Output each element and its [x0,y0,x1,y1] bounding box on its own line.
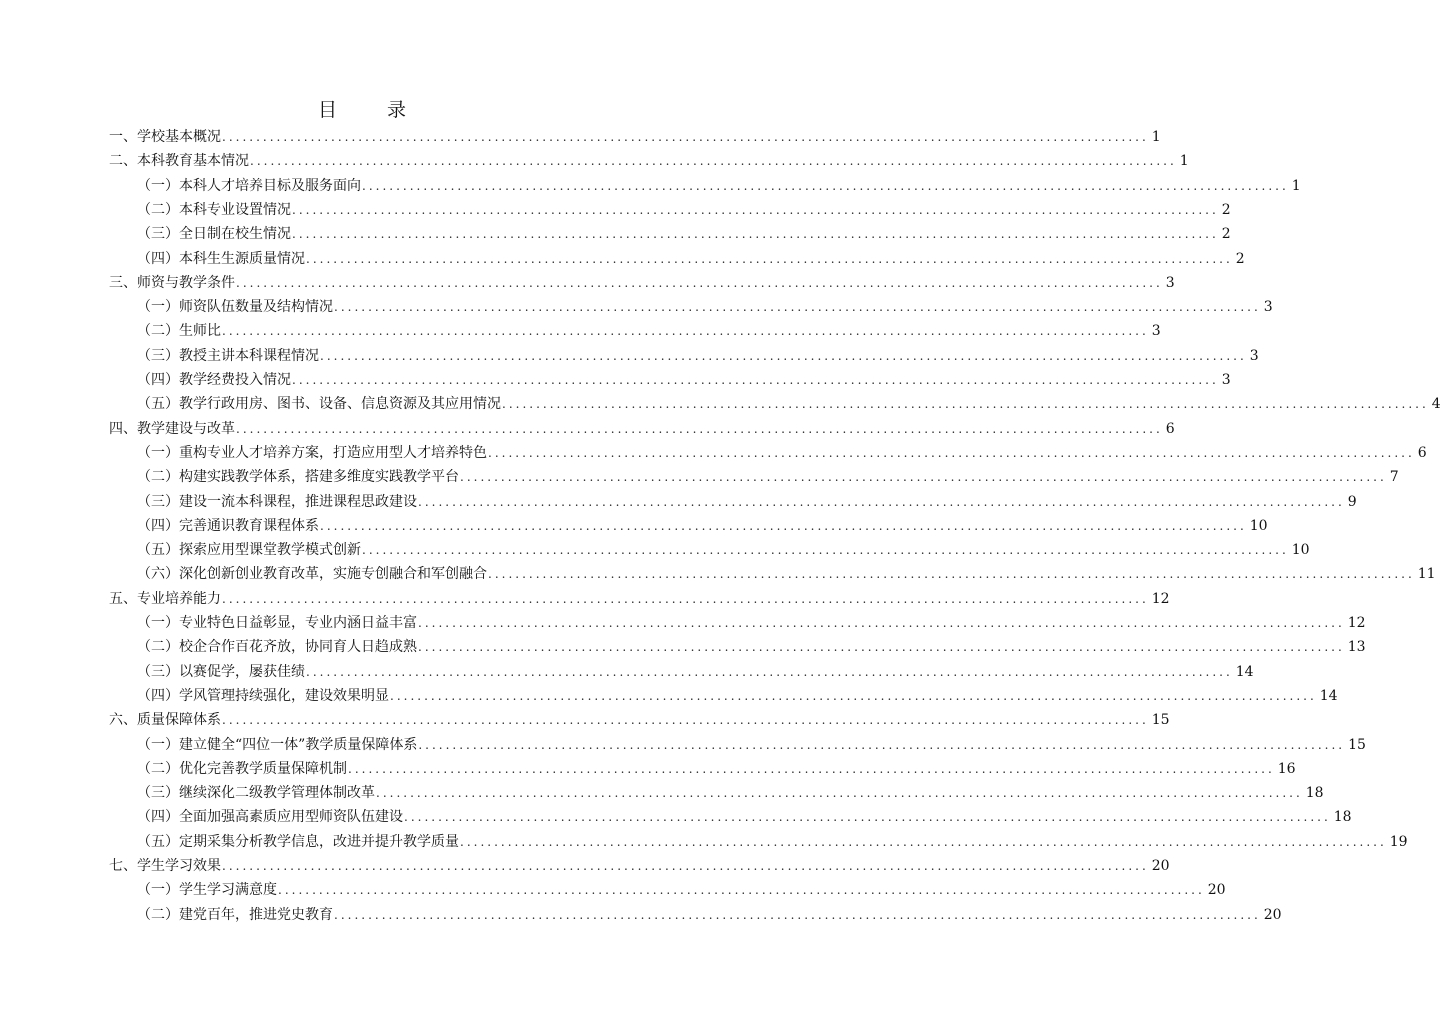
toc-entry-label: （一）师资队伍数量及结构情况 [137,299,333,316]
toc-dot-leader: ........................................................................................................................................ [488,567,1415,582]
toc-entry-label: 五、专业培养能力 [109,590,221,607]
toc-page-number: 1 [1151,129,1161,145]
toc-page-number: 10 [1291,542,1310,559]
toc-dot-leader: ........................................................................................................................................ [348,761,1275,776]
toc-dot-leader: ........................................................................................................................................ [390,688,1317,703]
toc-page-number: 12 [1347,615,1366,631]
toc-entry-label: （二）生师比 [137,323,221,340]
toc-page-number: 3 [1151,323,1161,340]
toc-dot-leader: ........................................................................................................................................ [334,907,1261,922]
toc-page-number: 18 [1305,785,1324,802]
toc-entry-label: （四）完善通识教育课程体系 [137,517,319,534]
toc-entry[interactable] [109,128,1161,146]
toc-page-number: 7 [1389,469,1399,486]
toc-dot-leader: ........................................................................................................................................ [418,616,1345,630]
toc-dot-leader: ........................................................................................................................................ [418,640,1345,655]
toc-dot-leader: ........................................................................................................................................ [418,494,1345,509]
toc-entry-label: 四、教学建设与改革 [109,420,235,437]
toc-entry-label: （五）定期采集分析教学信息，改进并提升教学质量 [137,833,459,850]
toc-entry-label: （四）本科生生源质量情况 [137,250,305,267]
toc-entry[interactable] [137,371,1231,389]
toc-dot-leader: ........................................................................................................................................ [292,373,1219,387]
toc-page-number: 1 [1179,153,1189,170]
toc-dot-leader: ........................................................................................................................................ [292,227,1219,242]
toc-entry[interactable] [137,687,1338,705]
toc-dot-leader: ........................................................................................................................................ [418,737,1346,752]
toc-page-number: 19 [1389,833,1408,850]
toc-entry[interactable] [137,517,1268,535]
toc-entry-label: （二）优化完善教学质量保障机制 [137,760,347,777]
toc-entry[interactable] [109,420,1175,438]
toc-page-number: 14 [1235,663,1254,680]
toc-dot-leader: ........................................................................................................................................ [376,786,1303,801]
toc-entry-label: （二）构建实践教学体系，搭建多维度实践教学平台 [137,469,459,486]
toc-dot-leader: ........................................................................................................................................ [222,324,1149,339]
toc-dot-leader: ........................................................................................................................................ [460,834,1387,849]
toc-page-number: 1 [1291,177,1301,194]
toc-entry-label: 二、本科教育基本情况 [109,153,249,170]
toc-entry[interactable] [109,274,1175,292]
toc-entry-label: （三）建设一流本科课程，推进课程思政建设 [137,493,417,510]
toc-dot-leader: ........................................................................................................................................ [236,275,1163,290]
toc-entry-label: （四）教学经费投入情况 [137,372,291,388]
toc-page-number: 20 [1207,882,1226,899]
toc-entry-label: （二）校企合作百花齐放，协同育人日趋成熟 [137,639,417,656]
toc-entry[interactable] [137,201,1231,219]
toc-entry-label: （一）重构专业人才培养方案，打造应用型人才培养特色 [137,444,487,461]
toc-dot-leader: ........................................................................................................................................ [222,859,1149,873]
toc-entry[interactable] [137,298,1273,316]
toc-dot-leader: ........................................................................................................................................ [362,178,1289,193]
toc-page-number: 20 [1151,858,1170,874]
toc-page-number: 3 [1221,372,1231,388]
toc-entry-label: 七、学生学习效果 [109,858,221,874]
toc-entry-label: （五）教学行政用房、图书、设备、信息资源及其应用情况 [137,396,501,413]
toc-entry[interactable] [137,177,1301,195]
toc-dot-leader: ........................................................................................................................................ [222,130,1149,144]
toc-dot-leader: ........................................................................................................................................ [404,810,1331,825]
toc-entry[interactable] [109,590,1170,608]
toc-entry-label: （一）建立健全“四位一体”教学质量保障体系 [137,736,418,753]
toc-entry-label: （一）专业特色日益彰显，专业内涵日益丰富 [137,615,417,631]
toc-page-number: 2 [1221,201,1231,218]
toc-dot-leader: ........................................................................................................................................ [278,883,1205,898]
toc-page-number: 15 [1151,712,1170,729]
toc-entry[interactable] [137,808,1352,826]
toc-entry[interactable] [109,152,1189,170]
toc-entry-label: （三）全日制在校生情况 [137,226,291,243]
toc-entry[interactable] [137,250,1245,268]
toc-page-number: 14 [1319,687,1338,704]
toc-entry-label: （一）本科人才培养目标及服务面向 [137,177,361,194]
toc-entry[interactable] [137,663,1254,681]
toc-entry-label: （二）建党百年，推进党史教育 [137,906,333,923]
toc-entry[interactable] [137,225,1231,243]
toc-entry[interactable] [137,736,1366,754]
toc-entry[interactable] [109,711,1170,729]
toc-dot-leader: ........................................................................................................................................ [222,591,1149,606]
toc-dot-leader: ........................................................................................................................................ [334,300,1261,315]
toc-page-number: 2 [1221,226,1231,243]
toc-entry[interactable] [137,784,1324,802]
toc-entry-label: 三、师资与教学条件 [109,274,235,291]
toc-dot-leader: ........................................................................................................................................ [306,664,1233,679]
toc-dot-leader: ........................................................................................................................................ [320,518,1247,533]
toc-dot-leader: ........................................................................................................................................ [460,470,1387,485]
toc-dot-leader: ........................................................................................................................................ [292,202,1219,217]
toc-entry[interactable] [137,493,1357,511]
toc-dot-leader: ........................................................................................................................................ [250,154,1177,169]
toc-dot-leader: ........................................................................................................................................ [320,348,1247,363]
toc-entry[interactable] [109,857,1170,875]
toc-dot-leader: ........................................................................................................................................ [222,713,1149,728]
toc-entry[interactable] [137,322,1161,340]
toc-entry[interactable] [137,833,1408,851]
toc-dot-leader: ........................................................................................................................................ [502,397,1429,412]
toc-entry[interactable] [137,347,1259,365]
toc-entry[interactable] [137,638,1366,656]
toc-entry[interactable] [137,468,1399,486]
toc-entry-label: 六、质量保障体系 [109,712,221,729]
toc-page-number: 3 [1249,347,1259,364]
toc-entry-label: （二）本科专业设置情况 [137,201,291,218]
toc-entry-label: （六）深化创新创业教育改革，实施专创融合和军创融合 [137,566,487,583]
toc-entry-label: （一）学生学习满意度 [137,882,277,899]
toc-page-number: 6 [1417,444,1427,461]
toc-page-number: 15 [1348,736,1366,753]
toc-entry-label: （五）探索应用型课堂教学模式创新 [137,542,361,559]
toc-page-number: 18 [1333,809,1352,826]
toc-page-number: 16 [1277,760,1296,777]
toc-dot-leader: ........................................................................................................................................ [488,445,1415,460]
toc-page-number: 4 [1431,396,1441,413]
toc-entry[interactable] [137,444,1427,462]
toc-entry[interactable] [137,881,1226,899]
toc-entry-label: （四）全面加强高素质应用型师资队伍建设 [137,809,403,826]
toc-page-number: 10 [1249,517,1268,534]
toc-entry[interactable] [137,541,1310,559]
toc-page-number: 12 [1151,590,1170,607]
toc-entry-label: 一、学校基本概况 [109,129,221,145]
toc-entry-label: （三）以赛促学，屡获佳绩 [137,663,305,680]
toc-page-number: 20 [1263,906,1282,923]
toc-entry-label: （三）教授主讲本科课程情况 [137,347,319,364]
toc-page-number: 2 [1235,250,1245,267]
toc-dot-leader: ........................................................................................................................................ [306,251,1233,266]
toc-page-number: 9 [1347,493,1357,510]
toc-entry-label: （四）学风管理持续强化，建设效果明显 [137,687,389,704]
toc-entry[interactable] [137,614,1366,632]
toc-page-number: 13 [1347,639,1366,656]
toc-entry[interactable] [137,760,1296,778]
toc-page-number: 3 [1165,274,1175,291]
toc-entry[interactable] [137,906,1282,924]
toc-entry[interactable] [137,565,1436,583]
page-title: 目 录 [317,99,429,121]
toc-page-number: 11 [1417,566,1436,583]
toc-entry[interactable] [137,395,1441,413]
toc-page-number: 3 [1263,299,1273,316]
toc-dot-leader: ........................................................................................................................................ [236,421,1163,436]
toc-entry-label: （三）继续深化二级教学管理体制改革 [137,785,375,802]
toc-dot-leader: ........................................................................................................................................ [362,543,1289,558]
toc-page-number: 6 [1165,420,1175,437]
